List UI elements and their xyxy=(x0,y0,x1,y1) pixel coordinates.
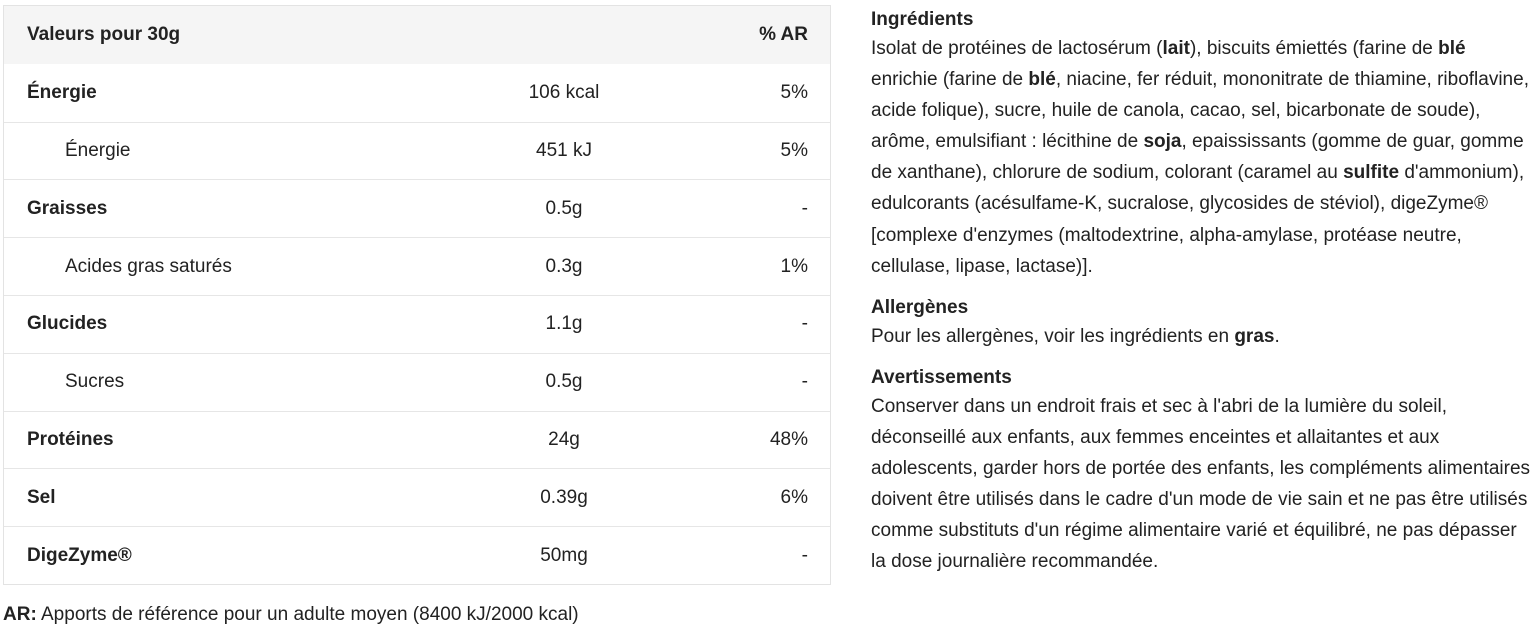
text-fragment: , epaississants (gomme de guar, gomme de xanthane), chlorure de sodium, colorant (caramel au xyxy=(871,131,1524,184)
nutrition-row xyxy=(4,526,830,584)
header-ar-label: % AR xyxy=(759,23,808,45)
ingredients-text xyxy=(871,33,1531,282)
nutrient-value: 50mg xyxy=(540,544,588,566)
nutrient-ar-percent: - xyxy=(801,371,808,393)
text-fragment: , niacine, fer réduit, mononitrate de thiamine, riboflavine, acide folique), sucre, huile de canola, cacao, sel, bicarbonate de soude), arôme, emulsifiant : lécithine de xyxy=(871,69,1529,153)
text-fragment: Isolat de protéines de lactosérum ( xyxy=(871,38,1163,59)
nutrition-row xyxy=(4,122,830,180)
allergen-highlight: lait xyxy=(1162,38,1190,59)
ar-footnote xyxy=(3,604,579,626)
nutrition-row xyxy=(4,179,830,237)
ar-footnote-text: Apports de référence pour un adulte moyen (8400 kJ/2000 kcal) xyxy=(36,604,579,625)
nutrient-name: Graisses xyxy=(27,197,108,219)
warnings-section xyxy=(871,365,1531,578)
nutrient-name: Protéines xyxy=(27,428,114,450)
ar-footnote-label: AR: xyxy=(3,604,37,625)
nutrition-row xyxy=(4,64,830,122)
nutrient-value: 0.5g xyxy=(545,371,583,393)
allergens-text xyxy=(871,321,1531,352)
product-info xyxy=(871,7,1531,590)
nutrient-name: DigeZyme® xyxy=(27,544,132,566)
nutrient-value: 106 kcal xyxy=(528,81,600,103)
nutrient-ar-percent: 5% xyxy=(780,81,808,103)
nutrition-table-body xyxy=(4,64,830,584)
nutrition-row xyxy=(4,295,830,353)
allergen-highlight: gras xyxy=(1234,325,1275,347)
ingredients-title: Ingrédients xyxy=(871,9,974,30)
nutrient-ar-percent: 5% xyxy=(780,139,808,161)
allergen-highlight: blé xyxy=(1438,38,1466,59)
ingredients-section xyxy=(871,7,1531,282)
nutrient-ar-percent: - xyxy=(801,544,808,566)
nutrient-value: 0.5g xyxy=(545,197,583,219)
nutrition-table-header xyxy=(4,6,830,64)
nutrient-name: Glucides xyxy=(27,313,108,335)
text-fragment: enrichie (farine de xyxy=(871,69,1029,91)
nutrient-value: 0.3g xyxy=(545,255,583,277)
text-fragment: Pour les allergènes, voir les ingrédients en xyxy=(871,325,1235,347)
nutrient-value: 24g xyxy=(548,428,580,450)
nutrition-row xyxy=(4,468,830,526)
text-fragment: . xyxy=(1274,325,1280,347)
nutrient-name: Énergie xyxy=(27,81,97,103)
nutrition-table xyxy=(3,5,831,585)
nutrient-value: 451 kJ xyxy=(536,139,592,161)
nutrient-ar-percent: - xyxy=(801,313,808,335)
allergens-title: Allergènes xyxy=(871,296,969,318)
allergen-highlight: blé xyxy=(1028,69,1056,91)
nutrient-name: Sel xyxy=(27,486,56,508)
nutrient-name: Sucres xyxy=(65,371,125,393)
nutrition-row xyxy=(4,353,830,411)
nutrient-value: 1.1g xyxy=(545,313,583,335)
warnings-title: Avertissements xyxy=(871,366,1012,388)
nutrient-ar-percent: 48% xyxy=(769,428,808,450)
allergens-section xyxy=(871,295,1531,352)
text-fragment: ), biscuits émiettés (farine de xyxy=(1189,38,1439,59)
allergen-highlight: sulfite xyxy=(1343,162,1400,184)
allergen-highlight: soja xyxy=(1143,131,1182,153)
header-serving-label: Valeurs pour 30g xyxy=(27,23,181,45)
nutrient-value: 0.39g xyxy=(540,486,588,508)
warnings-text: Conserver dans un endroit frais et sec à l'abri de la lumière du soleil, déconseillé aux enfants, aux femmes enceintes et allaitantes et aux adolescents, garder hors de portée des enfants, les compléments alimentaires doivent être utilisés dans le cadre d'un mode de vie sain et ne pas être utilisés comme substituts d'un régime alimentaire varié et équilibré, ne pas dépasser la dose journalière recommandée. xyxy=(871,395,1531,573)
nutrition-row xyxy=(4,411,830,469)
nutrition-row xyxy=(4,237,830,295)
nutrient-ar-percent: - xyxy=(801,197,808,219)
nutrient-name: Énergie xyxy=(65,139,131,161)
nutrient-name: Acides gras saturés xyxy=(65,255,232,277)
nutrient-ar-percent: 1% xyxy=(780,255,808,277)
text-fragment: d'ammonium), edulcorants (acésulfame-K, sucralose, glycosides de stéviol), digeZyme® [complexe d'enzymes (maltodextrine, alpha-amylase, protéase neutre, cellulase, lipase, lactase)]. xyxy=(871,162,1525,277)
nutrient-ar-percent: 6% xyxy=(780,486,808,508)
